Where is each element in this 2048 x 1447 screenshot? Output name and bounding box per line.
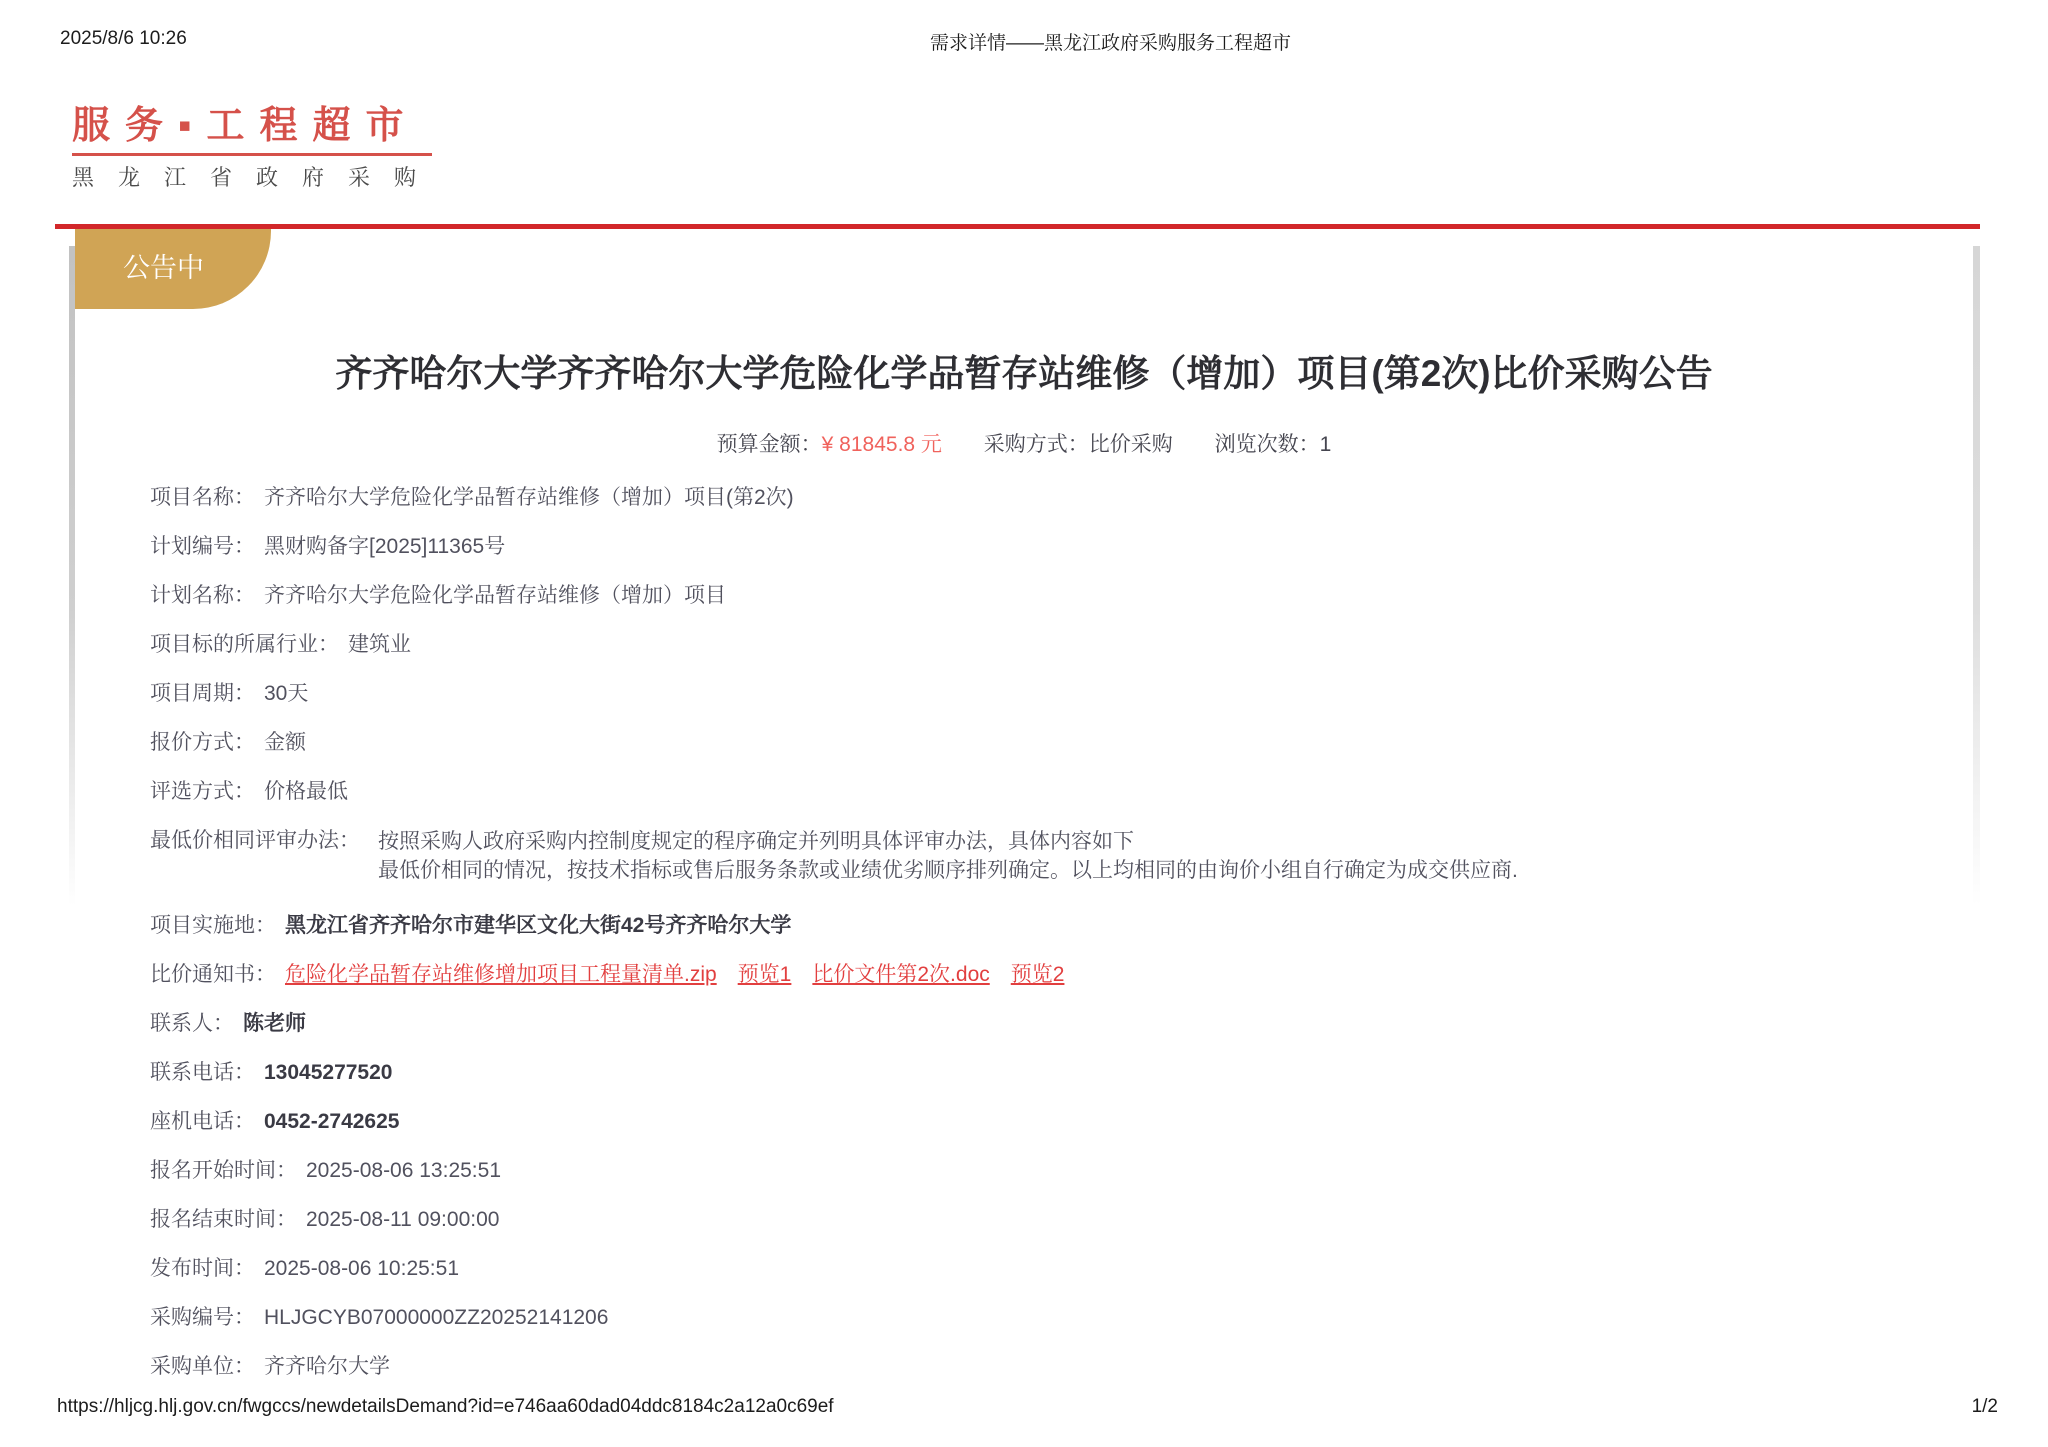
field-label: 报价方式： (150, 731, 255, 754)
status-badge: 公告中 (75, 229, 271, 309)
field-value-multiline (378, 830, 1518, 888)
field-row (150, 1307, 1958, 1329)
budget-value: ¥ 81845.8 元 (821, 433, 942, 456)
method-label: 采购方式： (983, 433, 1089, 456)
field-row (150, 964, 1958, 986)
field-value: HLJGCYB07000000ZZ20252141206 (264, 1306, 609, 1329)
notice-title: 齐齐哈尔大学齐齐哈尔大学危险化学品暂存站维修（增加）项目(第2次)比价采购公告 (335, 353, 1713, 394)
field-label: 采购编号： (150, 1306, 255, 1329)
field-label: 项目实施地： (150, 914, 276, 937)
field-value: 齐齐哈尔大学 (264, 1355, 390, 1378)
field-value: 黑龙江省齐齐哈尔市建华区文化大街42号齐齐哈尔大学 (285, 914, 792, 937)
budget-group (717, 433, 942, 456)
print-url: https://hljcg.hlj.gov.cn/fwgccs/newdetailsDemand?id=e746aa60dad04ddc8184c2a12a0c69ef (57, 1396, 834, 1417)
field-value: 价格最低 (264, 780, 348, 803)
attachment-links (285, 964, 1085, 986)
field-value: 0452-2742625 (264, 1110, 400, 1133)
method-group (984, 433, 1173, 456)
print-timestamp: 2025/8/6 10:26 (60, 28, 187, 49)
field-label: 计划编号： (150, 535, 255, 558)
field-row (150, 487, 1958, 509)
logo-underline (72, 153, 432, 156)
field-row (150, 1356, 1958, 1378)
field-row (150, 1160, 1958, 1182)
field-value: 30天 (264, 682, 309, 705)
field-value: 齐齐哈尔大学危险化学品暂存站维修（增加）项目(第2次) (264, 486, 794, 509)
field-value: 2025-08-06 13:25:51 (306, 1159, 501, 1182)
field-row (150, 536, 1958, 558)
attachment-link[interactable]: 预览2 (1010, 963, 1065, 986)
field-label: 计划名称： (150, 584, 255, 607)
field-label: 最低价相同评审办法： (150, 829, 360, 852)
site-logo (72, 104, 441, 192)
notice-meta (0, 431, 2048, 458)
field-value-line: 最低价相同的情况，按技术指标或售后服务条款或业绩优劣顺序排列确定。以上均相同的由询价小组自行确定为成交供应商. (378, 859, 1518, 882)
field-value: 陈老师 (243, 1012, 306, 1035)
field-label: 比价通知书： (150, 963, 276, 986)
logo-subtitle: 黑龙江省政府采购 (72, 165, 441, 190)
print-page-number: 1/2 (1971, 1396, 1998, 1417)
views-value: 1 (1319, 433, 1332, 456)
field-label: 座机电话： (150, 1110, 255, 1133)
field-row (150, 683, 1958, 705)
field-value: 齐齐哈尔大学危险化学品暂存站维修（增加）项目 (264, 584, 726, 607)
field-row (150, 1111, 1958, 1133)
field-row (150, 1062, 1958, 1084)
field-value: 黑财购备字[2025]11365号 (264, 535, 506, 558)
field-value: 金额 (264, 731, 306, 754)
field-label: 评选方式： (150, 780, 255, 803)
field-value-line: 按照采购人政府采购内控制度规定的程序确定并列明具体评审办法，具体内容如下 (378, 830, 1134, 853)
print-header (0, 28, 2048, 52)
views-group (1215, 433, 1332, 456)
method-value: 比价采购 (1088, 433, 1173, 456)
card-shadow-right (1973, 246, 1980, 906)
field-label: 项目名称： (150, 486, 255, 509)
field-label: 项目标的所属行业： (150, 633, 339, 656)
field-row (150, 1013, 1958, 1035)
field-value: 13045277520 (264, 1061, 393, 1084)
field-row (150, 915, 1958, 937)
field-row (150, 1209, 1958, 1231)
fields-list (150, 487, 1958, 1405)
logo-main-text: 服务▪工程超市 (72, 105, 419, 147)
field-label: 发布时间： (150, 1257, 255, 1280)
field-row (150, 1258, 1958, 1280)
field-label: 联系电话： (150, 1061, 255, 1084)
print-footer (0, 1396, 2048, 1420)
header-divider (55, 224, 1980, 229)
views-label: 浏览次数： (1214, 433, 1320, 456)
field-label: 项目周期： (150, 682, 255, 705)
field-row (150, 634, 1958, 656)
field-label: 采购单位： (150, 1355, 255, 1378)
print-page-title: 需求详情——黑龙江政府采购服务工程超市 (930, 33, 1292, 54)
attachment-link[interactable]: 预览1 (737, 963, 792, 986)
field-row (150, 732, 1958, 754)
field-value: 2025-08-06 10:25:51 (264, 1257, 459, 1280)
attachment-link[interactable]: 比价文件第2次.doc (812, 963, 990, 986)
field-label: 报名开始时间： (150, 1159, 297, 1182)
field-row (150, 781, 1958, 803)
field-row (150, 585, 1958, 607)
field-row (150, 830, 1958, 888)
attachment-link[interactable]: 危险化学品暂存站维修增加项目工程量清单.zip (285, 963, 717, 986)
field-value: 2025-08-11 09:00:00 (306, 1208, 500, 1231)
field-value: 建筑业 (348, 633, 411, 656)
card-shadow-left (69, 246, 75, 906)
field-label: 报名结束时间： (150, 1208, 297, 1231)
field-label: 联系人： (150, 1012, 234, 1035)
budget-label: 预算金额： (716, 433, 822, 456)
